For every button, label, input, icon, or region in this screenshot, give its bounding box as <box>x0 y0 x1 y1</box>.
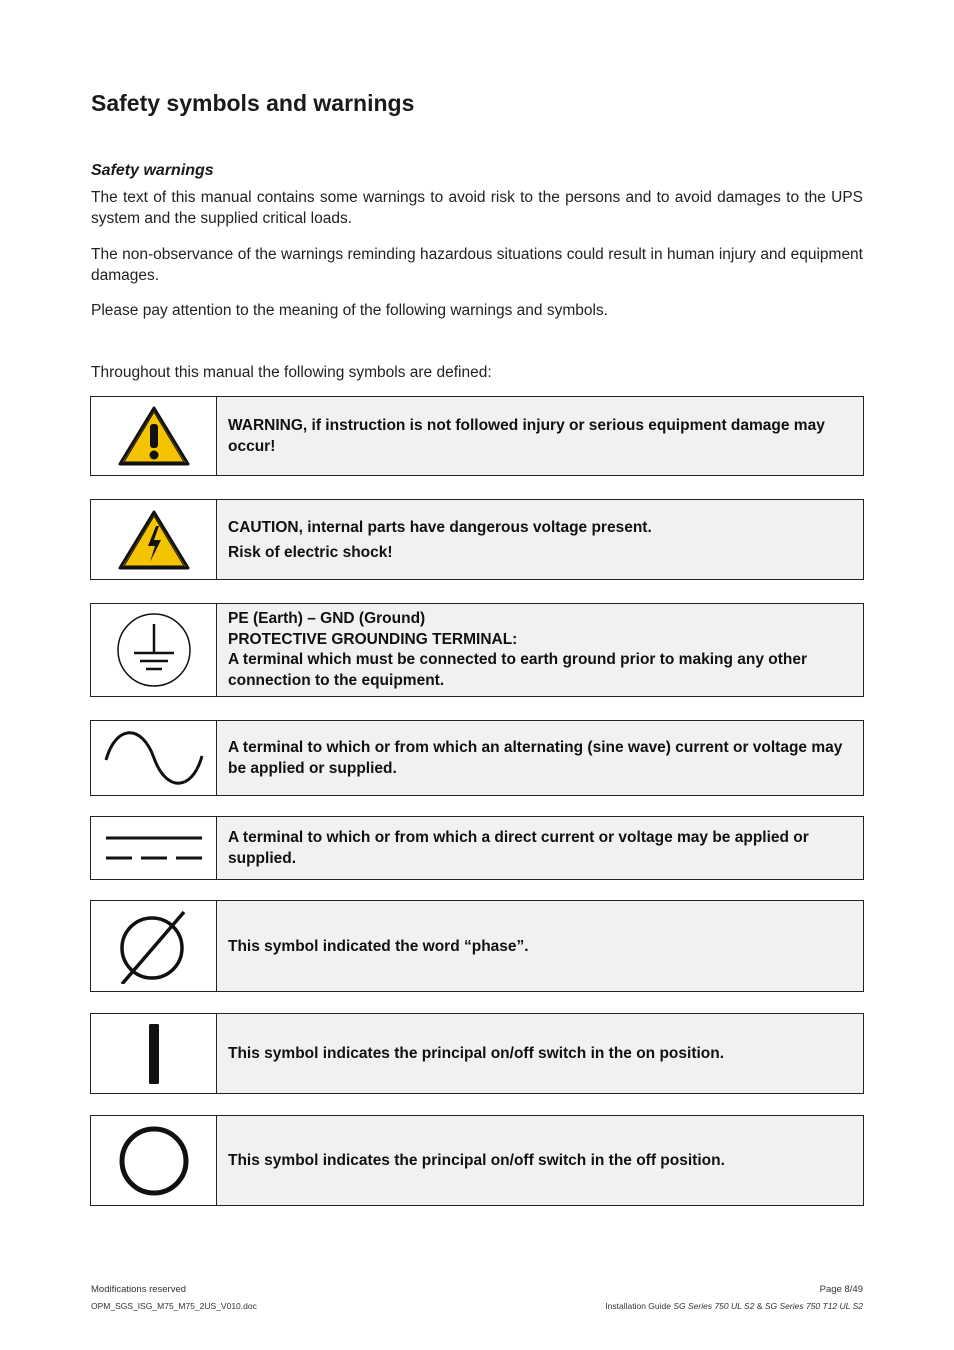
symbol-description <box>217 604 863 696</box>
footer-installation-guide <box>605 1301 863 1311</box>
symbol-description <box>217 500 863 579</box>
symbol-description <box>217 397 863 475</box>
description-line: WARNING, if instruction is not followed injury or serious equipment damage may occur! <box>228 417 825 455</box>
footer-modifications: Modifications reserved <box>91 1284 187 1295</box>
description-line: PROTECTIVE GROUNDING TERMINAL: <box>228 630 518 648</box>
symbol-row-warning <box>90 396 864 476</box>
description-line: This symbol indicated the word “phase”. <box>228 937 529 955</box>
section-title: Safety warnings <box>91 162 214 179</box>
description-line: Risk of electric shock! <box>228 543 393 561</box>
symbol-row-ac <box>90 720 864 796</box>
symbol-description <box>217 901 863 991</box>
symbol-cell <box>91 397 217 475</box>
direct-current-icon <box>102 828 206 868</box>
symbol-cell <box>91 1116 217 1205</box>
paragraph-non-observance: The non-observance of the warnings reminding hazardous situations could result in human injury and equipment damages. <box>91 246 863 284</box>
footer-ampersand: & <box>754 1301 765 1311</box>
symbol-cell <box>91 817 217 879</box>
power-on-icon <box>144 1022 164 1086</box>
symbol-cell <box>91 1014 217 1093</box>
description-line: This symbol indicates the principal on/off switch in the on position. <box>228 1045 725 1062</box>
symbol-description <box>217 721 863 795</box>
description-line: A terminal to which or from which a direct current or voltage may be applied or supplied. <box>228 829 809 867</box>
phase-icon <box>116 908 192 984</box>
symbol-description <box>217 1014 863 1093</box>
symbol-row-on <box>90 1013 864 1094</box>
warning-triangle-icon <box>117 404 191 468</box>
symbol-row-off <box>90 1115 864 1206</box>
footer-document-id: OPM_SGS_ISG_M75_M75_2US_V010.doc <box>91 1301 257 1311</box>
footer-model-2: SG Series 750 T12 UL S2 <box>764 1301 863 1311</box>
high-voltage-icon <box>117 508 191 572</box>
description-line: CAUTION, internal parts have dangerous voltage present. <box>228 518 652 536</box>
symbol-cell <box>91 721 217 795</box>
symbol-row-ground <box>90 603 864 697</box>
symbol-row-caution <box>90 499 864 580</box>
description-line: A terminal to which or from which an alternating (sine wave) current or voltage may be applied or supplied. <box>228 739 843 777</box>
symbol-row-dc <box>90 816 864 880</box>
paragraph-attention: Please pay attention to the meaning of the following warnings and symbols. <box>91 302 608 319</box>
symbol-cell <box>91 901 217 991</box>
footer-guide-label: Installation Guide <box>605 1301 674 1311</box>
description-line: This symbol indicates the principal on/off switch in the off position. <box>228 1152 725 1169</box>
description-line: A terminal which must be connected to earth ground prior to making any other connection to the equipment. <box>228 651 808 689</box>
symbol-cell <box>91 500 217 579</box>
alternating-current-icon <box>102 728 206 788</box>
paragraph-intro: The text of this manual contains some warnings to avoid risk to the persons and to avoid damages to the UPS system and the supplied critical loads. <box>91 189 863 227</box>
symbol-row-phase <box>90 900 864 992</box>
description-line: PE (Earth) – GND (Ground) <box>228 610 426 627</box>
symbol-cell <box>91 604 217 696</box>
paragraph-symbols-defined: Throughout this manual the following symbols are defined: <box>91 364 492 381</box>
page-title: Safety symbols and warnings <box>91 90 415 116</box>
footer-page-number: Page 8/49 <box>819 1284 863 1295</box>
footer-model-1: SG Series 750 UL S2 <box>673 1301 755 1311</box>
symbol-description <box>217 817 863 879</box>
power-off-icon <box>116 1123 192 1199</box>
symbol-description <box>217 1116 863 1205</box>
protective-ground-icon <box>115 611 193 689</box>
